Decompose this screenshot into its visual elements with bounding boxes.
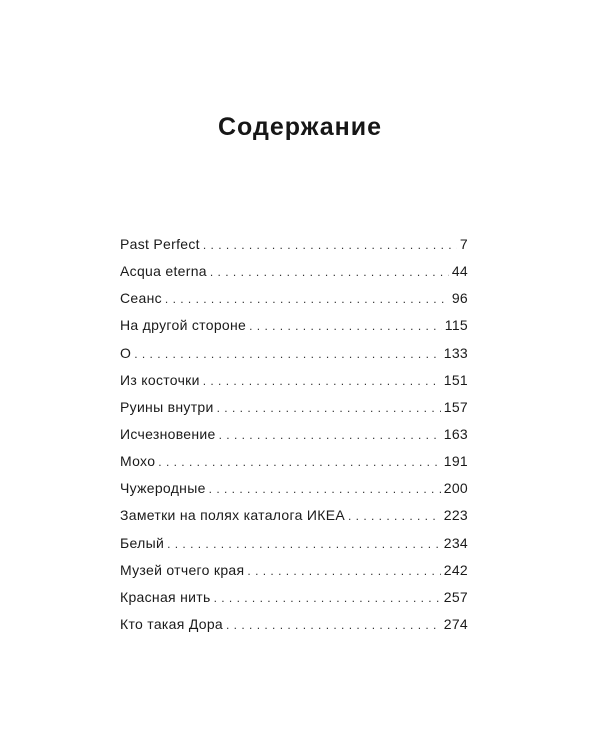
dot-leader [203, 374, 441, 388]
dot-leader [217, 401, 441, 415]
toc-entry-title: О [120, 344, 132, 361]
toc-entry [120, 317, 468, 344]
toc-entry [120, 453, 468, 480]
toc-entry-title: Кто такая Дора [120, 615, 224, 632]
dot-leader [165, 292, 449, 306]
toc-entry-page: 151 [443, 371, 468, 388]
toc-entry-page: 257 [443, 588, 468, 605]
dot-leader [167, 537, 441, 551]
toc-entry-page: 200 [443, 480, 468, 497]
toc-entry [120, 535, 468, 562]
toc-entry-title: Исчезновение [120, 425, 216, 442]
toc-entry-page: 157 [443, 398, 468, 415]
toc-entry [120, 562, 468, 589]
toc-entry [120, 426, 468, 453]
toc-entry-title: Мохо [120, 453, 156, 470]
toc-entry-title: Из косточки [120, 371, 200, 388]
toc-entry [120, 236, 468, 263]
dot-leader [158, 455, 440, 469]
dot-leader [214, 591, 441, 605]
dot-leader [134, 347, 441, 361]
dot-leader [348, 509, 441, 523]
dot-leader [219, 428, 441, 442]
toc-entry [120, 263, 468, 290]
toc-entry-page: 7 [459, 236, 468, 252]
dot-leader [203, 238, 457, 252]
toc-entry [120, 345, 468, 372]
toc-entry-title: Музей отчего края [120, 561, 245, 578]
toc-entry-page: 191 [443, 453, 468, 470]
toc-entry [120, 480, 468, 507]
toc-entry-title: Заметки на полях каталога ИКЕА [120, 507, 345, 524]
toc-entry-page: 274 [443, 615, 468, 632]
toc-entry-title: Руины внутри [120, 398, 214, 415]
toc-entry-page: 163 [443, 425, 468, 442]
dot-leader [249, 319, 442, 333]
table-of-contents [120, 236, 468, 643]
dot-leader [210, 265, 449, 279]
toc-entry [120, 507, 468, 534]
toc-entry-title: Белый [120, 534, 165, 551]
toc-entry [120, 399, 468, 426]
toc-entry-title: Чужеродные [120, 480, 206, 497]
toc-entry [120, 589, 468, 616]
toc-entry [120, 290, 468, 317]
toc-entry-title: На другой стороне [120, 317, 247, 334]
toc-entry-title: Красная нить [120, 588, 211, 605]
toc-entry-page: 223 [443, 507, 468, 524]
toc-entry-title: Past Perfect [120, 236, 200, 252]
toc-entry-page: 234 [443, 534, 468, 551]
toc-entry-page: 242 [443, 561, 468, 578]
toc-entry-page: 96 [451, 290, 468, 307]
toc-entry [120, 372, 468, 399]
toc-entry-title: Acqua eterna [120, 263, 207, 280]
toc-entry-page: 115 [444, 317, 468, 334]
page-title: Содержание [217, 112, 383, 141]
toc-entry-title: Сеанс [120, 290, 162, 307]
dot-leader [247, 564, 440, 578]
dot-leader [226, 618, 441, 632]
toc-entry-page: 133 [443, 344, 468, 361]
toc-entry [120, 616, 468, 643]
dot-leader [209, 482, 441, 496]
toc-entry-page: 44 [451, 263, 468, 280]
